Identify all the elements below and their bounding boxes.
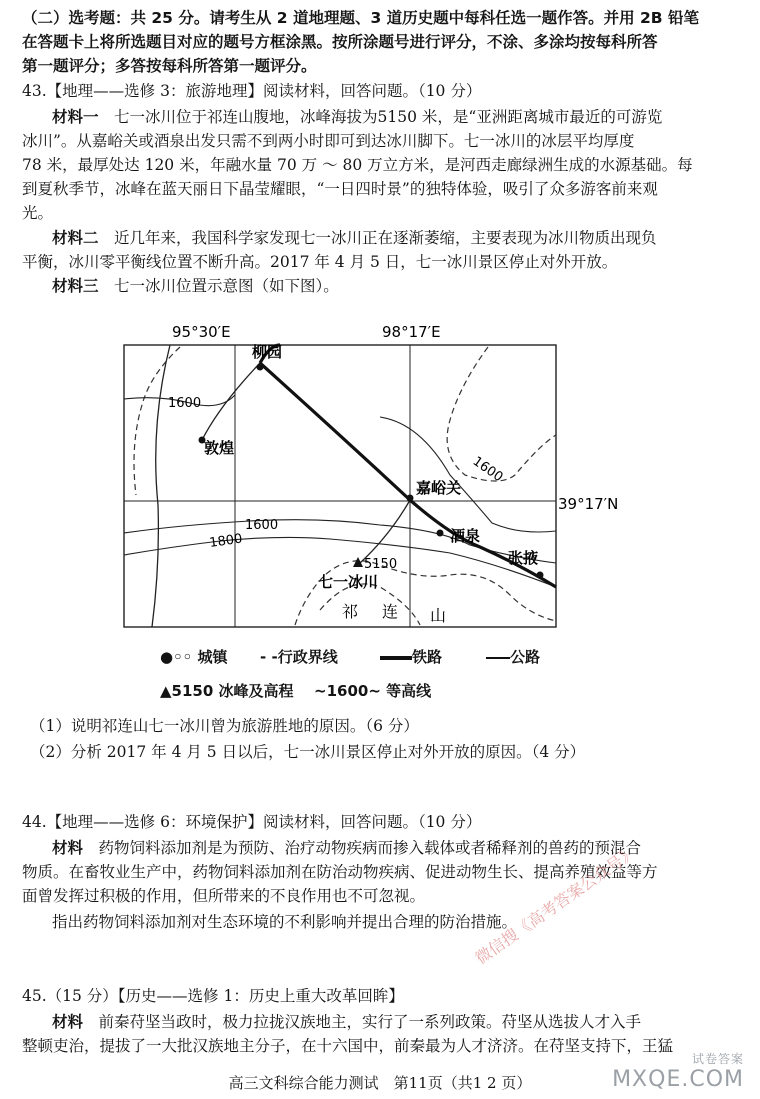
town-zhangye-dot [537,572,544,579]
town-jiuquan-label: 酒泉 [450,527,481,545]
road-liuyuan-dunhuang [202,363,260,440]
contour-1600-northeast [380,417,556,532]
q44-material-label: 材料 [52,839,84,857]
latitude-label: 39°17′N [558,495,619,513]
q43-material-1-line-5: 光。 [22,204,54,222]
q44-material-line-1: 材料 药物饲料添加剂是为预防、治疗动物疾病而掺入载体或者稀释剂的兽药的预混合 [52,839,642,857]
town-zhangye-label: 张掖 [508,549,539,567]
admin-boundary-north [447,347,556,481]
mountain-label-2: 连 [382,602,399,621]
q44-material-line-2: 物质。在畜牧业生产中，药物饲料添加剂在防治动物疾病、促进动物生长、提高养殖效益等方 [22,863,658,881]
contour-label-1600-ne: 1600 [469,453,506,486]
question-44-title: 44.【地理——选修 6：环境保护】阅读材料，回答问题。（10 分） [22,813,482,831]
contour-label-1600-s: 1600 [245,518,279,533]
road-jiayuguan-glacier [360,500,410,563]
legend-railway: 铁路 [380,646,442,667]
watermark-text: 微信搜《高考答案公众号》 [471,842,640,969]
longitude-label-west: 95°30′E [172,325,231,341]
question-45-title: 45.（15 分）【历史——选修 1：历史上重大改革回眸】 [22,987,404,1005]
section-instructions-line-2: 在答题卡上将所选题目对应的题号方框涂黑。按所涂题号进行评分，不涂、多涂均按每科所答 [22,33,658,51]
q43-material-1-line-2: 冰川”。从嘉峪关或酒泉出发只需不到两小时即可到达冰川脚下。七一冰川的冰层平均厚度 [22,132,635,150]
site-logo: 试卷答案 MXQE.COM [612,1052,744,1092]
admin-boundary-south [295,561,556,625]
town-liuyuan-dot [257,364,264,371]
question-43-title: 43.【地理——选修 3：旅游地理】阅读材料，回答问题。（10 分） [22,82,482,100]
peak-symbol-icon: ▲ [160,682,172,700]
q43-material-3: 材料三 七一冰川位置示意图（如下图）。 [52,277,339,295]
legend-contour: ~1600~ 等高线 [314,682,432,700]
q43-sub-question-1: （1）说明祁连山七一冰川曾为旅游胜地的原因。（6 分） [30,717,419,735]
qiyi-glacier-location-map [120,325,620,645]
town-jiayuguan-dot [407,495,414,502]
q43-material-2-line-2: 平衡，冰川零平衡线位置不断升高。2017 年 4 月 5 日，七一冰川景区停止对外开放。 [22,253,618,271]
q44-material-line-3: 面曾发挥过积极的作用，但所带来的不良作用也不可忽视。 [22,887,426,905]
section-instructions-line-1: （二）选考题：共 25 分。请考生从 2 道地理题、3 道历史题中每科任选一题作答。并用 2B 铅笔 [22,9,700,27]
contour-1600-south [124,520,556,563]
q45-material-line-2: 整顿吏治，提拔了一大批汉族地主分子，在十六国中，前秦最为人才济济。在苻坚支持下，王猛 [22,1037,674,1055]
q45-material-label: 材料 [52,1013,84,1031]
legend-town: ●◦◦ 城镇 [160,648,228,666]
contour-label-1800: 1800 [208,531,244,551]
boundary-symbol-icon: - - [260,648,278,666]
town-liuyuan-label: 柳园 [252,343,283,361]
town-dunhuang-label: 敦煌 [204,439,235,457]
q43-sub-question-2: （2）分析 2017 年 4 月 5 日以后，七一冰川景区停止对外开放的原因。（4 分） [30,743,586,761]
legend-boundary: - -行政界线 [260,648,338,666]
legend-peak: ▲5150 冰峰及高程 [160,682,294,700]
peak-elevation-label: 5150 [364,557,398,572]
q43-material-2-line-1: 材料二 近几年来，我国科学家发现七一冰川正在逐渐萎缩，主要表现为冰川物质出现负 [52,229,657,247]
contour-symbol-icon: ~ [314,682,327,700]
page-footer: 高三文科综合能力测试 第11页（共1 2 页） [228,1074,532,1092]
material-2-label: 材料二 [52,229,99,247]
legend-road: 公路 [486,646,540,667]
road-dunhuang-south [152,345,170,627]
contour-label-1600-nw: 1600 [168,396,202,411]
town-jiayuguan-label: 嘉峪关 [416,479,462,497]
town-symbol-icon: ●◦◦ [160,648,193,666]
mountain-label-3: 山 [430,606,447,625]
town-jiuquan-dot [437,530,444,537]
q43-material-1-line-1: 材料一 七一冰川位于祁连山腹地，冰峰海拔为5150 米，是“亚洲距离城市最近的可游览 [52,108,663,126]
q43-material-1-line-4: 到夏秋季节，冰峰在蓝天丽日下晶莹耀眼，“一日四时景”的独特体验，吸引了众多游客前来观 [22,180,658,198]
road-symbol-icon [486,657,510,659]
q45-material-line-1: 材料 前秦苻坚当政时，极力拉拢汉族地主，实行了一系列政策。苻坚从选拔人才入手 [52,1013,642,1031]
q43-material-1-line-3: 78 米，最厚处达 120 米，年融水量 70 万 ～ 80 万立方米，是河西走廊绿洲生成的水源基础。每 [22,156,693,174]
railway-symbol-icon [380,656,412,660]
q44-ask: 指出药物饲料添加剂对生态环境的不利影响并提出合理的防治措施。 [52,913,518,931]
section-instructions-line-3: 第一题评分；多答按每科所答第一题评分。 [22,57,317,75]
mountain-label-1: 祁 [342,602,359,621]
longitude-label-east: 98°17′E [382,325,441,341]
material-1-label: 材料一 [52,108,99,126]
glacier-name-label: 七一冰川 [318,573,379,591]
material-3-label: 材料三 [52,277,99,295]
